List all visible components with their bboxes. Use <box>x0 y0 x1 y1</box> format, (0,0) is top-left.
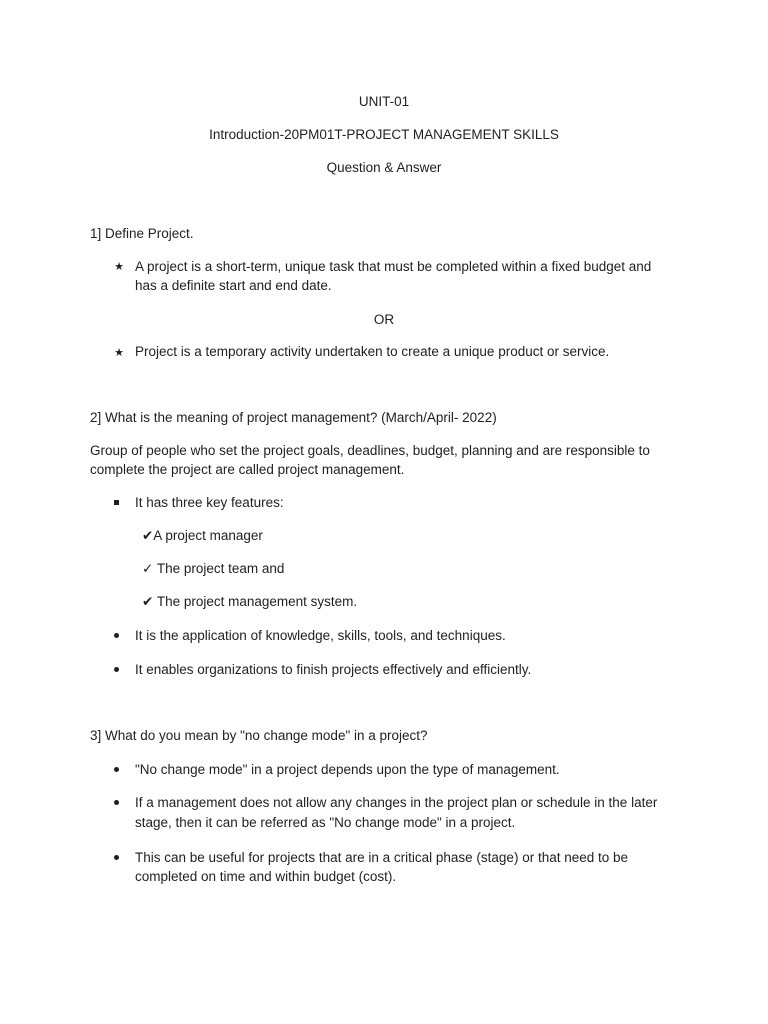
subject-heading: Introduction-20PM01T-PROJECT MANAGEMENT SKILLS <box>209 127 559 142</box>
question-2-heading: 2] What is the meaning of project management? (March/April- 2022) <box>90 410 497 425</box>
q2-bullet-application: It is the application of knowledge, skills, tools, and techniques. <box>135 628 506 643</box>
q2-bullet-enables: It enables organizations to finish projects effectively and efficiently. <box>135 662 532 677</box>
q3-bullet-1: "No change mode" in a project depends upon the type of management. <box>135 762 560 777</box>
q1-bullet-a-line2: has a definite start and end date. <box>135 278 332 293</box>
square-bullet-icon <box>114 500 119 505</box>
unit-heading: UNIT-01 <box>358 94 410 109</box>
q3-bullet-2-line1: If a management does not allow any changes in the project plan or schedule in the later <box>135 795 658 810</box>
q2-feature-project-team: ✓ The project team and <box>142 561 285 576</box>
q3-bullet-3-line2: completed on time and within budget (cost). <box>135 869 397 884</box>
section-heading: Question & Answer <box>326 160 442 175</box>
bullet-dot-icon <box>114 800 119 805</box>
question-1-title-suffix: . <box>189 226 194 241</box>
bullet-dot-icon <box>114 633 119 638</box>
question-1-heading <box>90 224 690 243</box>
bullet-dot-icon <box>114 667 119 672</box>
question-3-heading: 3] What do you mean by "no change mode" in a project? <box>90 728 428 743</box>
q2-paragraph-line1: Group of people who set the project goals, deadlines, budget, planning and are responsible to <box>90 443 650 458</box>
q2-feature-management-system: ✔ The project management system. <box>142 594 358 609</box>
q2-features-intro: It has three key features: <box>135 495 284 510</box>
star-bullet-icon: ★ <box>114 261 124 273</box>
q3-bullet-2-line2: stage, then it can be referred as "No change mode" in a project. <box>135 815 516 830</box>
bullet-dot-icon <box>114 855 119 860</box>
q2-feature-project-manager: ✔A project manager <box>142 528 263 543</box>
q1-bullet-a-line1: A project is a short-term, unique task that must be completed within a fixed budget and <box>135 259 652 274</box>
q2-paragraph-line2: complete the project are called project management. <box>90 462 405 477</box>
star-bullet-icon: ★ <box>114 347 124 359</box>
or-separator: OR <box>373 312 395 327</box>
bullet-dot-icon <box>114 767 119 772</box>
q1-bullet-b: Project is a temporary activity undertaken to create a unique product or service. <box>135 344 610 359</box>
question-1-title: 1] Define Project <box>90 226 190 241</box>
q3-bullet-3-line1: This can be useful for projects that are in a critical phase (stage) or that need to be <box>135 850 629 865</box>
